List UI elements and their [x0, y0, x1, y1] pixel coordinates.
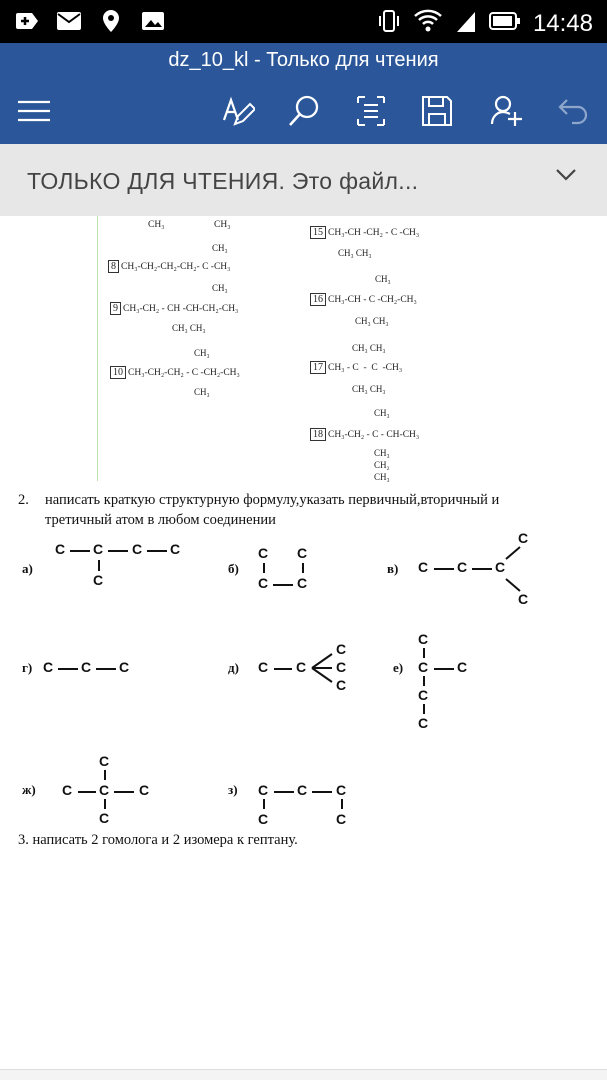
formula-main: CH₃-CH₂-CH₂-CH₂- C -CH₃	[121, 262, 231, 272]
formula-9	[110, 302, 238, 315]
f10-bottom: CH₃	[194, 387, 210, 397]
formula-17	[310, 361, 402, 374]
f15-bottom: CH₃ CH₃	[338, 248, 372, 258]
undo-button[interactable]	[549, 87, 597, 139]
edit-button[interactable]	[214, 87, 262, 139]
banner-text: ТОЛЬКО ДЛЯ ЧТЕНИЯ. Это файл...	[27, 168, 419, 194]
signal-icon	[455, 8, 477, 39]
formula-number: 17	[310, 361, 326, 374]
save-button[interactable]	[413, 87, 461, 139]
read-only-banner[interactable]	[0, 144, 607, 217]
formula-15	[310, 226, 419, 239]
f8-top: CH₃	[212, 243, 228, 253]
toolbar	[0, 87, 607, 139]
vibrate-icon	[377, 8, 401, 39]
f16-top: CH₃	[375, 274, 391, 284]
formula-number: 9	[110, 302, 121, 315]
f7-sub-2: CH₃	[214, 220, 231, 230]
f17-top: CH₃ CH₃	[352, 343, 386, 353]
margin-line	[97, 216, 98, 481]
document-title: dz_10_kl - Только для чтения	[168, 49, 439, 71]
add-notification-icon	[14, 9, 40, 33]
bottom-edge	[0, 1069, 607, 1080]
formula-number: 8	[108, 260, 119, 273]
f7-sub-1: CH₃	[148, 220, 165, 230]
edit-pen-icon	[221, 94, 255, 133]
wifi-icon	[413, 8, 443, 39]
search-icon	[287, 94, 321, 133]
formula-main: CH₃-CH -CH₂ - C -CH₃	[328, 228, 420, 238]
reading-view-icon	[356, 95, 386, 132]
battery-icon	[489, 8, 521, 39]
add-person-icon	[489, 94, 523, 133]
f9-bottom: CH₃ CH₃	[172, 323, 206, 333]
formula-number: 18	[310, 428, 326, 441]
f18-sub-1: CH₃	[374, 448, 390, 458]
f18-sub-3: CH₃	[374, 472, 390, 482]
f18-sub-2: CH₂	[374, 460, 390, 470]
app-bar	[0, 43, 607, 144]
task3-text: 3. написать 2 гомолога и 2 изомера к гептану.	[18, 832, 298, 848]
status-bar	[0, 0, 607, 43]
formula-main: CH₃-CH₂ - CH -CH-CH₂-CH₃	[123, 304, 239, 314]
formula-10	[110, 366, 240, 379]
location-icon	[98, 9, 124, 33]
f8-bottom: CH₃	[212, 283, 228, 293]
chevron-down-icon[interactable]	[555, 168, 577, 187]
f17-bottom: CH₃ CH₃	[352, 384, 386, 394]
formula-8	[108, 260, 230, 273]
save-icon	[421, 95, 453, 132]
formula-main: CH₃ - C - C -CH₃	[328, 363, 403, 373]
formula-number: 16	[310, 293, 326, 306]
status-time: 14:48	[532, 9, 593, 37]
menu-button[interactable]	[10, 87, 58, 139]
formula-main: CH₃-CH - C -CH₂-CH₃	[328, 295, 417, 305]
f16-bottom: CH₃ CH₃	[355, 316, 389, 326]
mail-icon	[56, 9, 82, 33]
formula-18	[310, 428, 419, 441]
task2-line2: третичный атом в любом соединении	[45, 512, 276, 528]
formula-main: CH₃-CH₂ - C - CH-CH₃	[328, 430, 420, 440]
hamburger-icon	[16, 99, 52, 128]
task2-line1: написать краткую структурную формулу,указать первичный,вторичный и	[45, 492, 500, 508]
f18-top: CH₃	[374, 408, 390, 418]
formula-number: 15	[310, 226, 326, 239]
search-button[interactable]	[280, 87, 328, 139]
formula-16	[310, 293, 417, 306]
formula-main: CH₃-CH₂-CH₂ - C -CH₂-CH₃	[128, 368, 240, 378]
share-button[interactable]	[482, 87, 530, 139]
image-icon	[140, 9, 166, 33]
undo-icon	[557, 97, 589, 130]
f10-top: CH₃	[194, 348, 210, 358]
document-page: CH₃ CH₃ CH₃ 8 CH₃-CH₂-CH₂-CH₂- C -CH₃ CH₃ 9 CH₃-CH₂ - CH -CH-CH₂-CH₃ CH₃ CH₃ CH₃ 10 CH₃-CH₂-CH₂ - C -CH₂-CH₃ CH₃ 15 CH₃-CH -CH₂ - C -CH₃ CH₃ CH₃ CH₃ 16 CH₃-CH - C -CH₂-CH₃ CH₃ CH₃ CH₃ CH₃ 17 CH₃ - C - C -CH₃ CH₃ CH₃ CH₃ 18 CH₃-CH₂ - C - CH-CH₃ CH₃ CH₂ CH₃ 2. написать краткую структурную формулу,указать первичный,вторичный и третичный атом в любом соединении а) C C C C C б) C C C C в) C C C C C г) C C C д) C C C C C е) C C C C C ж) C C C C C з) C C C C C 3. написать 2 гомолога и 2 изомера к гептану.	[0, 216, 607, 1080]
reading-view-button[interactable]	[347, 87, 395, 139]
task2-number: 2.	[18, 492, 29, 508]
formula-number: 10	[110, 366, 126, 379]
